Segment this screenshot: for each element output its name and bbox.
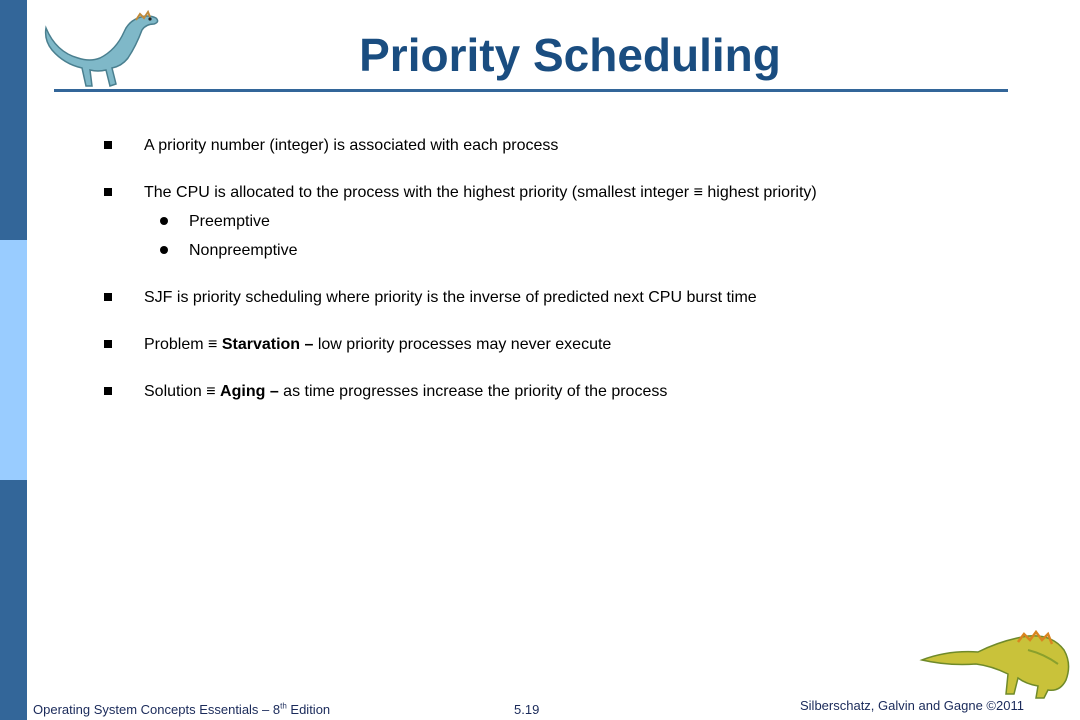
bullet-prefix: Problem ≡ — [144, 336, 222, 353]
bullet-prefix: Solution ≡ — [144, 383, 221, 400]
footer-book-name: Operating System Concepts Essentials – 8 — [33, 702, 281, 717]
sub-bullet-text: Preemptive — [189, 213, 270, 230]
bullet-text — [144, 382, 667, 402]
bullet-rest: low priority processes may never execute — [313, 336, 612, 353]
bullet-text: A priority number (integer) is associated with each process — [144, 137, 559, 154]
slide-title: Priority Scheduling — [359, 29, 781, 81]
sub-bullet-text: Nonpreemptive — [189, 242, 298, 259]
footer-superscript: th — [280, 701, 287, 711]
square-bullet-icon — [104, 340, 112, 348]
bullet-text: SJF is priority scheduling where priority is the inverse of predicted next CPU burst time — [144, 289, 757, 306]
footer-book-title — [33, 702, 330, 717]
left-sidebar — [0, 0, 27, 720]
sidebar-highlight — [0, 240, 27, 480]
square-bullet-icon — [104, 188, 112, 196]
round-bullet-icon — [160, 246, 168, 254]
bullet-rest: as time progresses increase the priority of the process — [278, 383, 668, 400]
dinosaur-icon — [38, 6, 166, 90]
bullet-text — [144, 335, 611, 355]
title-underline — [54, 89, 1008, 92]
square-bullet-icon — [104, 293, 112, 301]
round-bullet-icon — [160, 217, 168, 225]
footer-edition: Edition — [286, 702, 331, 717]
bullet-term: Starvation – — [221, 336, 314, 353]
square-bullet-icon — [104, 387, 112, 395]
footer-copyright: Silberschatz, Galvin and Gagne ©2011 — [800, 698, 1024, 713]
bullet-text: The CPU is allocated to the process with the highest priority (smallest integer ≡ highest priority) — [144, 184, 817, 201]
bullet-term: Aging – — [220, 383, 279, 400]
page-number: 5.19 — [514, 702, 540, 717]
dinosaur-icon — [918, 620, 1078, 700]
square-bullet-icon — [104, 141, 112, 149]
